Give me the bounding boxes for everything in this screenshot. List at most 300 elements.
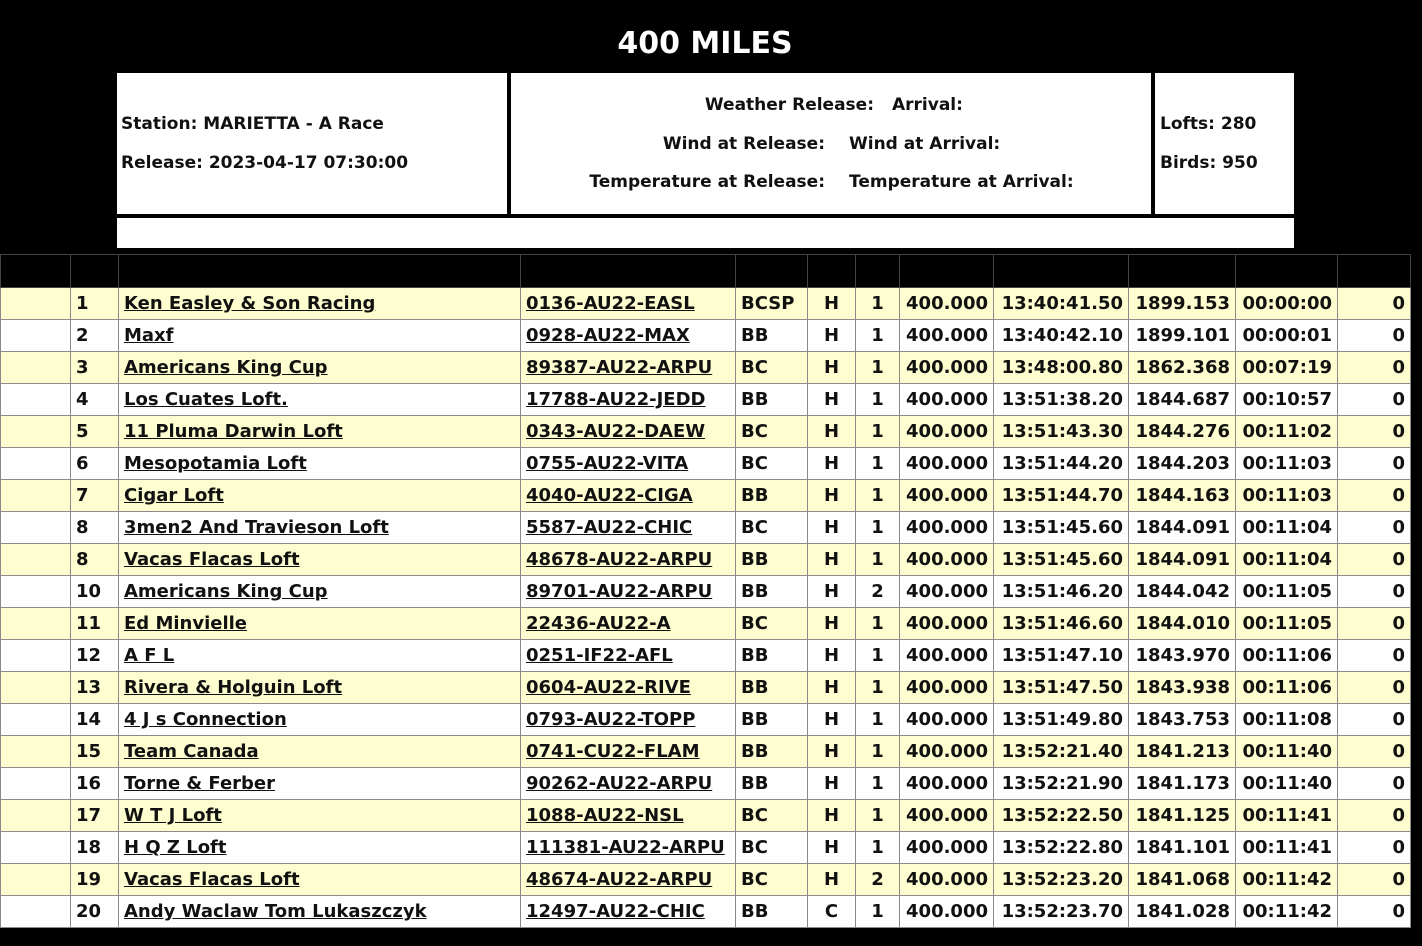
loft-name-cell <box>119 480 521 512</box>
loft-name-link[interactable]: H Q Z Loft <box>124 837 227 858</box>
color-cell: BC <box>736 864 808 896</box>
band-link[interactable]: 48678-AU22-ARPU <box>526 549 713 570</box>
table-row <box>1 448 1411 480</box>
loft-name-cell <box>119 672 521 704</box>
sex-cell: H <box>808 384 856 416</box>
header-cell <box>119 255 521 288</box>
color-cell: BC <box>736 608 808 640</box>
loft-name-cell <box>119 384 521 416</box>
color-cell: BB <box>736 704 808 736</box>
color-cell: BB <box>736 768 808 800</box>
points-cell: 0 <box>1338 736 1411 768</box>
table-row <box>1 640 1411 672</box>
distance-cell: 400.000 <box>900 480 994 512</box>
row-spacer-cell <box>1 864 71 896</box>
time-behind-cell: 00:11:05 <box>1236 576 1338 608</box>
band-cell <box>521 512 736 544</box>
color-cell: BCSP <box>736 288 808 320</box>
arrival-time-cell: 13:51:46.20 <box>994 576 1129 608</box>
points-cell: 0 <box>1338 480 1411 512</box>
arrival-label: Arrival: <box>892 95 963 115</box>
points-cell: 0 <box>1338 768 1411 800</box>
table-row <box>1 832 1411 864</box>
time-behind-cell: 00:11:42 <box>1236 896 1338 928</box>
position-cell: 8 <box>71 544 119 576</box>
color-cell: BB <box>736 320 808 352</box>
speed-cell: 1899.153 <box>1129 288 1236 320</box>
loft-name-link[interactable]: W T J Loft <box>124 805 222 826</box>
arrival-time-cell: 13:52:21.40 <box>994 736 1129 768</box>
results-table <box>0 254 1411 928</box>
loft-name-cell <box>119 320 521 352</box>
bird-count-cell: 1 <box>856 736 900 768</box>
table-row <box>1 704 1411 736</box>
time-behind-cell: 00:00:00 <box>1236 288 1338 320</box>
loft-name-cell <box>119 448 521 480</box>
bird-count-cell: 2 <box>856 864 900 896</box>
row-spacer-cell <box>1 448 71 480</box>
loft-name-cell <box>119 512 521 544</box>
time-behind-cell: 00:11:03 <box>1236 480 1338 512</box>
band-link[interactable]: 0928-AU22-MAX <box>526 325 690 346</box>
sex-cell: H <box>808 800 856 832</box>
position-cell: 17 <box>71 800 119 832</box>
bird-count-cell: 2 <box>856 576 900 608</box>
loft-name-link[interactable]: Vacas Flacas Loft <box>124 549 300 570</box>
color-cell: BB <box>736 736 808 768</box>
band-cell <box>521 672 736 704</box>
arrival-time-cell: 13:51:49.80 <box>994 704 1129 736</box>
band-link[interactable]: 17788-AU22-JEDD <box>526 389 706 410</box>
table-row <box>1 768 1411 800</box>
speed-cell: 1844.091 <box>1129 512 1236 544</box>
distance-cell: 400.000 <box>900 320 994 352</box>
time-behind-cell: 00:11:06 <box>1236 640 1338 672</box>
sex-cell: H <box>808 672 856 704</box>
row-spacer-cell <box>1 480 71 512</box>
arrival-time-cell: 13:52:21.90 <box>994 768 1129 800</box>
position-cell: 14 <box>71 704 119 736</box>
bird-count-cell: 1 <box>856 896 900 928</box>
row-spacer-cell <box>1 704 71 736</box>
loft-name-link[interactable]: Vacas Flacas Loft <box>124 869 300 890</box>
sex-cell: C <box>808 896 856 928</box>
temp-release-label: Temperature at Release: <box>589 172 825 192</box>
table-row <box>1 576 1411 608</box>
speed-cell: 1844.042 <box>1129 576 1236 608</box>
time-behind-cell: 00:11:06 <box>1236 672 1338 704</box>
bird-count-cell: 1 <box>856 768 900 800</box>
color-cell: BC <box>736 800 808 832</box>
loft-name-link[interactable]: Mesopotamia Loft <box>124 453 307 474</box>
loft-name-link[interactable]: 4 J s Connection <box>124 709 287 730</box>
table-row <box>1 352 1411 384</box>
time-behind-cell: 00:11:04 <box>1236 544 1338 576</box>
points-cell: 0 <box>1338 576 1411 608</box>
band-link[interactable]: 0741-CU22-FLAM <box>526 741 700 762</box>
speed-cell: 1844.687 <box>1129 384 1236 416</box>
speed-cell: 1841.213 <box>1129 736 1236 768</box>
sex-cell: H <box>808 640 856 672</box>
row-spacer-cell <box>1 384 71 416</box>
arrival-time-cell: 13:52:22.50 <box>994 800 1129 832</box>
speed-cell: 1844.203 <box>1129 448 1236 480</box>
sex-cell: H <box>808 704 856 736</box>
speed-cell: 1844.163 <box>1129 480 1236 512</box>
time-behind-cell: 00:11:02 <box>1236 416 1338 448</box>
table-row <box>1 672 1411 704</box>
loft-name-link[interactable]: 11 Pluma Darwin Loft <box>124 421 343 442</box>
loft-name-cell <box>119 288 521 320</box>
loft-name-link[interactable]: Cigar Loft <box>124 485 224 506</box>
speed-cell: 1862.368 <box>1129 352 1236 384</box>
band-link[interactable]: 89387-AU22-ARPU <box>526 357 713 378</box>
table-row <box>1 800 1411 832</box>
loft-name-link[interactable]: Maxf <box>124 325 174 346</box>
loft-name-cell <box>119 352 521 384</box>
time-behind-cell: 00:00:01 <box>1236 320 1338 352</box>
arrival-time-cell: 13:51:43.30 <box>994 416 1129 448</box>
position-cell: 2 <box>71 320 119 352</box>
header-cell <box>736 255 808 288</box>
band-link[interactable]: 5587-AU22-CHIC <box>526 517 693 538</box>
position-cell: 20 <box>71 896 119 928</box>
band-cell <box>521 544 736 576</box>
sex-cell: H <box>808 768 856 800</box>
loft-name-cell <box>119 576 521 608</box>
position-cell: 13 <box>71 672 119 704</box>
position-cell: 6 <box>71 448 119 480</box>
color-cell: BB <box>736 544 808 576</box>
weather-release-label: Weather Release: <box>704 95 874 115</box>
band-cell <box>521 736 736 768</box>
header-cell <box>521 255 736 288</box>
band-link[interactable]: 0343-AU22-DAEW <box>526 421 706 442</box>
position-cell: 3 <box>71 352 119 384</box>
row-spacer-cell <box>1 320 71 352</box>
color-cell: BC <box>736 416 808 448</box>
points-cell: 0 <box>1338 896 1411 928</box>
table-row <box>1 416 1411 448</box>
band-link[interactable]: 0604-AU22-RIVE <box>526 677 691 698</box>
position-cell: 15 <box>71 736 119 768</box>
header-cell <box>71 255 119 288</box>
row-spacer-cell <box>1 672 71 704</box>
table-row <box>1 544 1411 576</box>
points-cell: 0 <box>1338 320 1411 352</box>
release-time: Release: 2023-04-17 07:30:00 <box>121 153 409 173</box>
speed-cell: 1841.173 <box>1129 768 1236 800</box>
color-cell: BB <box>736 480 808 512</box>
row-spacer-cell <box>1 288 71 320</box>
header-cell <box>994 255 1129 288</box>
arrival-time-cell: 13:51:46.60 <box>994 608 1129 640</box>
loft-name-link[interactable]: Americans King Cup <box>124 581 328 602</box>
sex-cell: H <box>808 832 856 864</box>
bird-count-cell: 1 <box>856 800 900 832</box>
time-behind-cell: 00:11:42 <box>1236 864 1338 896</box>
band-link[interactable]: 89701-AU22-ARPU <box>526 581 713 602</box>
row-spacer-cell <box>1 416 71 448</box>
loft-name-link[interactable]: Rivera & Holguin Loft <box>124 677 343 698</box>
arrival-time-cell: 13:40:41.50 <box>994 288 1129 320</box>
band-cell <box>521 832 736 864</box>
row-spacer-cell <box>1 512 71 544</box>
points-cell: 0 <box>1338 800 1411 832</box>
position-cell: 8 <box>71 512 119 544</box>
color-cell: BB <box>736 672 808 704</box>
loft-name-cell <box>119 608 521 640</box>
loft-name-link[interactable]: Americans King Cup <box>124 357 328 378</box>
table-row <box>1 320 1411 352</box>
color-cell: BB <box>736 896 808 928</box>
loft-name-cell <box>119 416 521 448</box>
speed-cell: 1841.101 <box>1129 832 1236 864</box>
table-header-row <box>1 255 1411 288</box>
header-cell <box>808 255 856 288</box>
sex-cell: H <box>808 736 856 768</box>
speed-cell: 1844.010 <box>1129 608 1236 640</box>
distance-cell: 400.000 <box>900 832 994 864</box>
points-cell: 0 <box>1338 288 1411 320</box>
row-spacer-cell <box>1 832 71 864</box>
band-cell <box>521 704 736 736</box>
time-behind-cell: 00:11:40 <box>1236 768 1338 800</box>
birds-count: Birds: 950 <box>1160 153 1258 173</box>
speed-cell: 1841.125 <box>1129 800 1236 832</box>
loft-name-link[interactable]: A F L <box>124 645 175 666</box>
arrival-time-cell: 13:51:44.20 <box>994 448 1129 480</box>
band-cell <box>521 864 736 896</box>
row-spacer-cell <box>1 736 71 768</box>
band-link[interactable]: 0793-AU22-TOPP <box>526 709 696 730</box>
table-row <box>1 288 1411 320</box>
loft-name-link[interactable]: 3men2 And Travieson Loft <box>124 517 389 538</box>
sex-cell: H <box>808 416 856 448</box>
loft-name-cell <box>119 864 521 896</box>
distance-cell: 400.000 <box>900 416 994 448</box>
row-spacer-cell <box>1 640 71 672</box>
distance-cell: 400.000 <box>900 896 994 928</box>
bird-count-cell: 1 <box>856 704 900 736</box>
loft-name-cell <box>119 544 521 576</box>
position-cell: 4 <box>71 384 119 416</box>
distance-cell: 400.000 <box>900 672 994 704</box>
bird-count-cell: 1 <box>856 512 900 544</box>
speed-cell: 1843.970 <box>1129 640 1236 672</box>
loft-name-cell <box>119 800 521 832</box>
points-cell: 0 <box>1338 832 1411 864</box>
table-row <box>1 608 1411 640</box>
sex-cell: H <box>808 608 856 640</box>
points-cell: 0 <box>1338 448 1411 480</box>
row-spacer-cell <box>1 896 71 928</box>
speed-cell: 1843.753 <box>1129 704 1236 736</box>
distance-cell: 400.000 <box>900 384 994 416</box>
band-cell <box>521 448 736 480</box>
color-cell: BC <box>736 832 808 864</box>
position-cell: 16 <box>71 768 119 800</box>
table-row <box>1 864 1411 896</box>
page-title: 400 MILES <box>617 26 793 61</box>
sex-cell: H <box>808 576 856 608</box>
bird-count-cell: 1 <box>856 352 900 384</box>
position-cell: 18 <box>71 832 119 864</box>
band-link[interactable]: 0251-IF22-AFL <box>526 645 673 666</box>
time-behind-cell: 00:11:04 <box>1236 512 1338 544</box>
color-cell: BB <box>736 384 808 416</box>
station-info-panel <box>117 73 507 214</box>
header-cell <box>1 255 71 288</box>
table-row <box>1 512 1411 544</box>
band-cell <box>521 608 736 640</box>
time-behind-cell: 00:11:40 <box>1236 736 1338 768</box>
loft-name-link[interactable]: Los Cuates Loft. <box>124 389 288 410</box>
time-behind-cell: 00:11:41 <box>1236 832 1338 864</box>
band-cell <box>521 768 736 800</box>
points-cell: 0 <box>1338 352 1411 384</box>
band-link[interactable]: 12497-AU22-CHIC <box>526 901 705 922</box>
lofts-count: Lofts: 280 <box>1160 114 1257 134</box>
band-link[interactable]: 0136-AU22-EASL <box>526 293 695 314</box>
bird-count-cell: 1 <box>856 480 900 512</box>
row-spacer-cell <box>1 576 71 608</box>
distance-cell: 400.000 <box>900 736 994 768</box>
loft-name-cell <box>119 896 521 928</box>
points-cell: 0 <box>1338 608 1411 640</box>
distance-cell: 400.000 <box>900 544 994 576</box>
temp-arrival-label: Temperature at Arrival: <box>849 172 1074 192</box>
band-cell <box>521 288 736 320</box>
distance-cell: 400.000 <box>900 576 994 608</box>
band-cell <box>521 352 736 384</box>
arrival-time-cell: 13:52:22.80 <box>994 832 1129 864</box>
time-behind-cell: 00:11:08 <box>1236 704 1338 736</box>
arrival-time-cell: 13:51:47.50 <box>994 672 1129 704</box>
header-cell <box>1338 255 1411 288</box>
points-cell: 0 <box>1338 704 1411 736</box>
arrival-time-cell: 13:51:45.60 <box>994 512 1129 544</box>
loft-name-cell <box>119 768 521 800</box>
sex-cell: H <box>808 320 856 352</box>
notes-bar <box>117 218 1294 248</box>
position-cell: 5 <box>71 416 119 448</box>
loft-name-link[interactable]: Team Canada <box>124 741 259 762</box>
station-name: Station: MARIETTA - A Race <box>121 114 384 134</box>
arrival-time-cell: 13:52:23.70 <box>994 896 1129 928</box>
wind-release-label: Wind at Release: <box>662 134 825 154</box>
position-cell: 1 <box>71 288 119 320</box>
sex-cell: H <box>808 480 856 512</box>
arrival-time-cell: 13:52:23.20 <box>994 864 1129 896</box>
bird-count-cell: 1 <box>856 832 900 864</box>
speed-cell: 1841.068 <box>1129 864 1236 896</box>
bird-count-cell: 1 <box>856 320 900 352</box>
wind-arrival-label: Wind at Arrival: <box>849 134 1001 154</box>
band-link[interactable]: 48674-AU22-ARPU <box>526 869 713 890</box>
loft-name-link[interactable]: Andy Waclaw Tom Lukaszczyk <box>124 901 427 922</box>
header-cell <box>1236 255 1338 288</box>
loft-name-link[interactable]: Torne & Ferber <box>124 773 276 794</box>
time-behind-cell: 00:11:05 <box>1236 608 1338 640</box>
counts-panel <box>1155 73 1294 214</box>
distance-cell: 400.000 <box>900 704 994 736</box>
bird-count-cell: 1 <box>856 448 900 480</box>
bird-count-cell: 1 <box>856 384 900 416</box>
band-link[interactable]: 0755-AU22-VITA <box>526 453 689 474</box>
sex-cell: H <box>808 544 856 576</box>
sex-cell: H <box>808 864 856 896</box>
row-spacer-cell <box>1 544 71 576</box>
points-cell: 0 <box>1338 416 1411 448</box>
sex-cell: H <box>808 448 856 480</box>
band-cell <box>521 896 736 928</box>
bird-count-cell: 1 <box>856 608 900 640</box>
loft-name-link[interactable]: Ed Minvielle <box>124 613 248 634</box>
loft-name-link[interactable]: Ken Easley & Son Racing <box>124 293 376 314</box>
distance-cell: 400.000 <box>900 864 994 896</box>
speed-cell: 1843.938 <box>1129 672 1236 704</box>
band-cell <box>521 320 736 352</box>
points-cell: 0 <box>1338 384 1411 416</box>
band-cell <box>521 416 736 448</box>
points-cell: 0 <box>1338 864 1411 896</box>
speed-cell: 1844.091 <box>1129 544 1236 576</box>
bird-count-cell: 1 <box>856 640 900 672</box>
row-spacer-cell <box>1 608 71 640</box>
band-link[interactable]: 1088-AU22-NSL <box>526 805 684 826</box>
points-cell: 0 <box>1338 512 1411 544</box>
position-cell: 7 <box>71 480 119 512</box>
time-behind-cell: 00:10:57 <box>1236 384 1338 416</box>
weather-info-panel <box>511 73 1151 214</box>
arrival-time-cell: 13:51:44.70 <box>994 480 1129 512</box>
time-behind-cell: 00:07:19 <box>1236 352 1338 384</box>
arrival-time-cell: 13:51:47.10 <box>994 640 1129 672</box>
distance-cell: 400.000 <box>900 512 994 544</box>
row-spacer-cell <box>1 768 71 800</box>
arrival-time-cell: 13:40:42.10 <box>994 320 1129 352</box>
color-cell: BC <box>736 512 808 544</box>
header-cell <box>900 255 994 288</box>
band-cell <box>521 576 736 608</box>
band-link[interactable]: 4040-AU22-CIGA <box>526 485 693 506</box>
points-cell: 0 <box>1338 640 1411 672</box>
row-spacer-cell <box>1 352 71 384</box>
header-cell <box>856 255 900 288</box>
distance-cell: 400.000 <box>900 608 994 640</box>
loft-name-cell <box>119 704 521 736</box>
bird-count-cell: 1 <box>856 416 900 448</box>
color-cell: BB <box>736 640 808 672</box>
sex-cell: H <box>808 512 856 544</box>
band-link[interactable]: 111381-AU22-ARPU <box>526 837 725 858</box>
sex-cell: H <box>808 288 856 320</box>
band-link[interactable]: 22436-AU22-A <box>526 613 671 634</box>
color-cell: BC <box>736 352 808 384</box>
time-behind-cell: 00:11:41 <box>1236 800 1338 832</box>
arrival-time-cell: 13:48:00.80 <box>994 352 1129 384</box>
bird-count-cell: 1 <box>856 544 900 576</box>
arrival-time-cell: 13:51:38.20 <box>994 384 1129 416</box>
points-cell: 0 <box>1338 544 1411 576</box>
position-cell: 19 <box>71 864 119 896</box>
loft-name-cell <box>119 736 521 768</box>
band-cell <box>521 480 736 512</box>
band-link[interactable]: 90262-AU22-ARPU <box>526 773 713 794</box>
loft-name-cell <box>119 640 521 672</box>
table-row <box>1 896 1411 928</box>
